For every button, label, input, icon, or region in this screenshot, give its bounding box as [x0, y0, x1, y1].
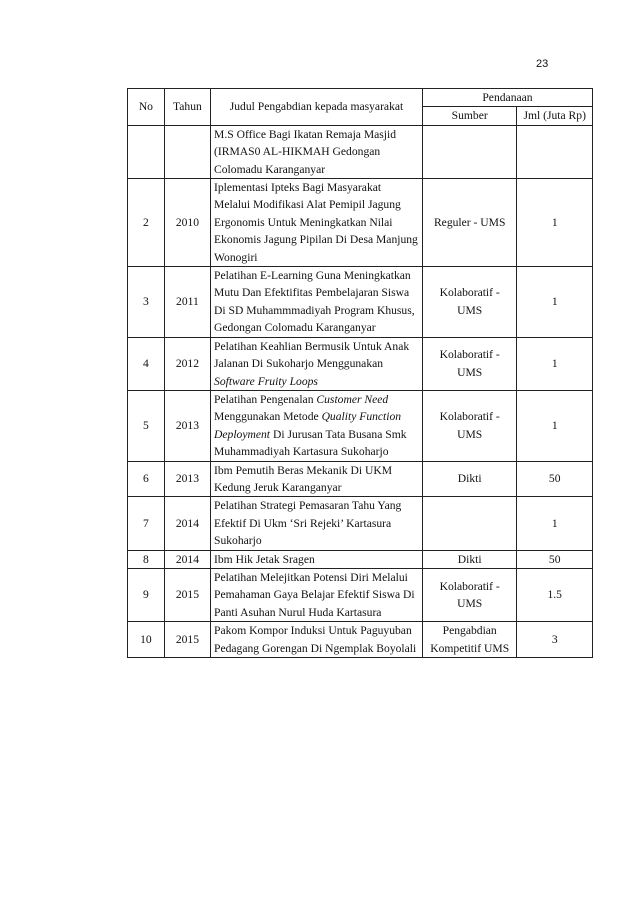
cell-jml: 50	[517, 461, 593, 497]
table-row	[128, 179, 593, 267]
judul-text: M.S Office Bagi Ikatan Remaja Masjid (IRMAS0 AL-HIKMAH Gedongan Colomadu Karanganyar	[214, 127, 397, 176]
table-header	[128, 89, 593, 126]
table-row	[128, 125, 593, 178]
cell-sumber: Kolaboratif - UMS	[422, 568, 516, 621]
header-row-top	[128, 89, 593, 107]
cell-tahun: 2011	[164, 267, 210, 338]
cell-judul	[211, 497, 423, 550]
table-row	[128, 461, 593, 497]
table-row	[128, 337, 593, 390]
cell-sumber: Dikti	[422, 461, 516, 497]
header-jml: Jml (Juta Rp)	[517, 107, 593, 125]
cell-no: 5	[128, 390, 165, 461]
header-no: No	[128, 89, 165, 126]
judul-text: Pelatihan Melejitkan Potensi Diri Melalui Pemahaman Gaya Belajar Efektif Siswa Di Panti Asuhan Nurul Huda Kartasura	[214, 570, 415, 619]
judul-text: Iplementasi Ipteks Bagi Masyarakat Melalui Modifikasi Alat Pemipil Jagung Ergonomis Untuk Meningkatkan Nilai Ekonomis Jagung Pipilan Di Desa Manjung Wonogiri	[214, 181, 418, 264]
judul-text: Di Jurusan Tata Busana Smk Muhammadiyah Kartasura Sukoharjo	[214, 427, 407, 459]
cell-tahun: 2012	[164, 337, 210, 390]
judul-text: Ibm Pemutih Beras Mekanik Di UKM Kedung Jeruk Karanganyar	[214, 463, 393, 494]
cell-tahun	[164, 125, 210, 178]
judul-text: Pelatihan E-Learning Guna Meningkatkan Mutu Dan Efektifitas Pembelajaran Siswa Di SD Muhammmadiyah Program Khusus, Gedongan Colomadu Karanganyar	[214, 269, 415, 335]
cell-tahun: 2014	[164, 550, 210, 568]
table-row	[128, 568, 593, 621]
cell-judul	[211, 550, 423, 568]
header-sumber: Sumber	[422, 107, 516, 125]
judul-text: Pelatihan Strategi Pemasaran Tahu Yang Efektif Di Ukm ‘Sri Rejeki’ Kartasura Sukoharjo	[214, 499, 402, 548]
cell-no: 10	[128, 622, 165, 658]
cell-jml: 1	[517, 179, 593, 267]
header-pendanaan: Pendanaan	[422, 89, 592, 107]
cell-sumber: Kolaboratif - UMS	[422, 267, 516, 338]
cell-tahun: 2013	[164, 390, 210, 461]
header-judul: Judul Pengabdian kepada masyarakat	[211, 89, 423, 126]
table-row	[128, 550, 593, 568]
cell-jml: 1	[517, 337, 593, 390]
cell-jml: 50	[517, 550, 593, 568]
cell-no: 3	[128, 267, 165, 338]
cell-sumber	[422, 497, 516, 550]
cell-sumber: Kolaboratif - UMS	[422, 337, 516, 390]
cell-no: 7	[128, 497, 165, 550]
judul-text: Pelatihan Pengenalan	[214, 392, 317, 406]
judul-text: Pelatihan Keahlian Bermusik Untuk Anak Jalanan Di Sukoharjo Menggunakan	[214, 339, 410, 371]
cell-sumber: Pengabdian Kompetitif UMS	[422, 622, 516, 658]
judul-text: Pakom Kompor Induksi Untuk Paguyuban Pedagang Gorengan Di Ngemplak Boyolali	[214, 624, 417, 655]
table-row	[128, 497, 593, 550]
cell-jml: 1.5	[517, 568, 593, 621]
cell-judul	[211, 267, 423, 338]
cell-no: 9	[128, 568, 165, 621]
cell-sumber: Dikti	[422, 550, 516, 568]
judul-text: Menggunakan Metode	[214, 410, 322, 424]
cell-no: 8	[128, 550, 165, 568]
judul-italic-text: Quality Function Deployment	[214, 410, 402, 441]
judul-text: Ibm Hik Jetak Sragen	[214, 552, 315, 566]
cell-tahun: 2010	[164, 179, 210, 267]
cell-tahun: 2014	[164, 497, 210, 550]
cell-jml	[517, 125, 593, 178]
table-body	[128, 125, 593, 657]
judul-italic-text: Customer Need	[316, 392, 389, 406]
cell-judul	[211, 337, 423, 390]
cell-tahun: 2015	[164, 568, 210, 621]
cell-no: 6	[128, 461, 165, 497]
page-number: 23	[536, 58, 549, 70]
table-row	[128, 390, 593, 461]
cell-judul	[211, 622, 423, 658]
cell-no: 4	[128, 337, 165, 390]
cell-judul	[211, 390, 423, 461]
cell-sumber: Kolaboratif - UMS	[422, 390, 516, 461]
cell-sumber: Reguler - UMS	[422, 179, 516, 267]
table-row	[128, 622, 593, 658]
cell-judul	[211, 125, 423, 178]
cell-tahun: 2013	[164, 461, 210, 497]
pengabdian-table	[127, 88, 593, 658]
cell-sumber	[422, 125, 516, 178]
cell-jml: 3	[517, 622, 593, 658]
cell-jml: 1	[517, 390, 593, 461]
header-tahun: Tahun	[164, 89, 210, 126]
cell-judul	[211, 568, 423, 621]
cell-judul	[211, 461, 423, 497]
cell-tahun: 2015	[164, 622, 210, 658]
cell-jml: 1	[517, 497, 593, 550]
judul-italic-text: Software Fruity Loops	[214, 374, 318, 388]
table-row	[128, 267, 593, 338]
cell-no	[128, 125, 165, 178]
cell-no: 2	[128, 179, 165, 267]
cell-judul	[211, 179, 423, 267]
cell-jml: 1	[517, 267, 593, 338]
